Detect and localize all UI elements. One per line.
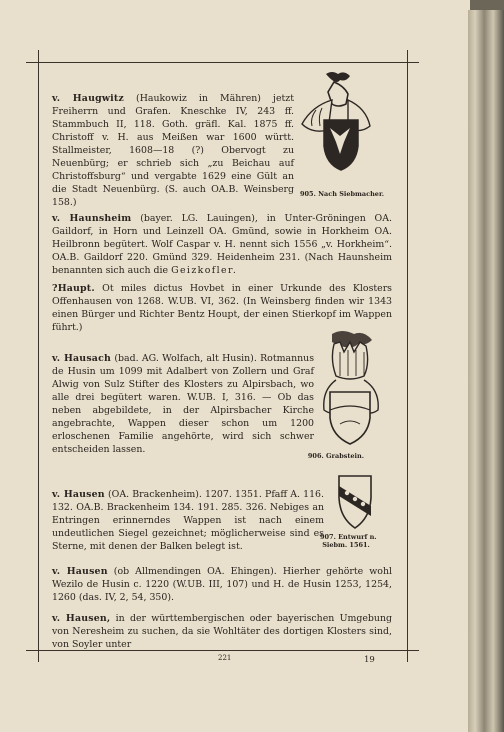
figure-caption: 906. Grabstein. bbox=[307, 452, 364, 460]
entry-text-spaced: Geizkofler. bbox=[171, 265, 238, 276]
entry-text: in der württembergischen oder bayerischen Umgebung von Neresheim zu suchen, da sie Wohltäter des dortigen Klosters sind, von Soyler unter bbox=[52, 613, 392, 650]
entry-hausen-allmendingen bbox=[52, 565, 392, 604]
entry-text: Ot miles dictus Hovbet in einer Urkunde des Klosters Offenhausen von 1268. W.UB. VI, 362. (In Weinsberg finden wir 1343 einen Bürger und Richter Bentz Houpt, der einen Stierkopf im Wappen führt.) bbox=[52, 283, 392, 333]
figure-caption: Siebm. 1561. bbox=[322, 541, 370, 549]
coat-of-arms-hausen bbox=[337, 474, 373, 530]
entry-name: ?Haupt. bbox=[52, 283, 95, 294]
folio-number: 221 bbox=[218, 654, 232, 662]
entry-haugwitz bbox=[52, 92, 294, 209]
figure-caption: 907. Entwurf n. bbox=[320, 533, 377, 541]
entry-text: (ob Allmendingen OA. Ehingen). Hierher gehörte wohl Wezilo de Husin c. 1220 (W.UB. III, 107) und H. de Husin 1253, 1254, 1260 (das. IV, 2, 54, 350). bbox=[52, 566, 392, 603]
entry-name: v. Haugwitz bbox=[52, 93, 124, 104]
entry-hausen-neresheim bbox=[52, 612, 392, 651]
entry-name: v. Hausen, bbox=[52, 613, 111, 624]
page-number: 19 bbox=[364, 655, 375, 665]
entry-haupt bbox=[52, 282, 392, 334]
entry-text: (OA. Brackenheim). 1207. 1351. Pfaff A. 116. 132. OA.B. Brackenheim 134. 191. 285. 326. Nebiges an Entringen erinnerndes Wappen ist nach einem undeutlichen Siegel gezeichnet; möglicherweise sind es Sterne, mit denen der Balken belegt ist. bbox=[52, 489, 324, 552]
entry-name: v. Hausach bbox=[52, 353, 112, 364]
entry-text: (bayer. LG. Lauingen), in Unter-Gröningen OA. Gaildorf, in Horn und Leinzell OA. Gmünd, sowie in Horkheim OA. Heilbronn begütert. Wolf Caspar v. H. nennt sich 1556 „v. Horkheim“. OA.B. Gaildorf 220. Gmünd 329. Heidenheim 231. (Nach Haunsheim benannten sich auch die bbox=[52, 213, 392, 276]
entry-hausach bbox=[52, 352, 314, 456]
book-page-edge bbox=[468, 10, 504, 732]
figure-caption: 905. Nach Siebmacher. bbox=[300, 190, 385, 198]
frame-tick bbox=[26, 650, 38, 651]
frame-tick bbox=[26, 62, 38, 63]
frame-tick bbox=[407, 650, 419, 651]
entry-text: (bad. AG. Wolfach, alt Husin). Rotmannus de Husin um 1099 mit Adalbert von Zollern und Graf Alwig von Sulz Stifter des Klosters zu Alpirsbach, wo alle drei begütert waren. W.UB. I, 316. — Ob das neben abgebildete, in der Alpirsbacher Kirche angebrachte, Wappen dieser schon um 1200 erloschenen Familie angehörte, wird sich schwer entscheiden lassen. bbox=[52, 353, 315, 455]
entry-hausen-brackenheim bbox=[52, 488, 324, 553]
coat-of-arms-hausach bbox=[318, 330, 384, 448]
entry-name: v. Hausen bbox=[52, 489, 105, 500]
frame-rule-top bbox=[38, 62, 410, 63]
frame-rule-left bbox=[38, 50, 39, 662]
frame-rule-right bbox=[407, 50, 408, 662]
coat-of-arms-haugwitz bbox=[296, 70, 380, 182]
entry-haunsheim bbox=[52, 212, 392, 277]
entry-name: v. Haunsheim bbox=[52, 213, 132, 224]
entry-text: (Haukowiz in Mähren) jetzt Freiherrn und Grafen. Kneschke IV, 243 ff. Stammbuch II, 118. Goth. gräfl. Kal. 1875 ff. Christoff v. H. aus Meißen war 1600 württ. Stallmeister, 1608—18 (?) Obervogt zu Neuenbürg; er schrieb sich „zu Beichau auf Christoffsburg“ und vergabte 1629 eine Gült an die Stadt Neuenbürg. (S. auch OA.B. Weinsberg 158.) bbox=[52, 93, 294, 208]
entry-name: v. Hausen bbox=[52, 566, 108, 577]
frame-tick bbox=[407, 62, 419, 63]
